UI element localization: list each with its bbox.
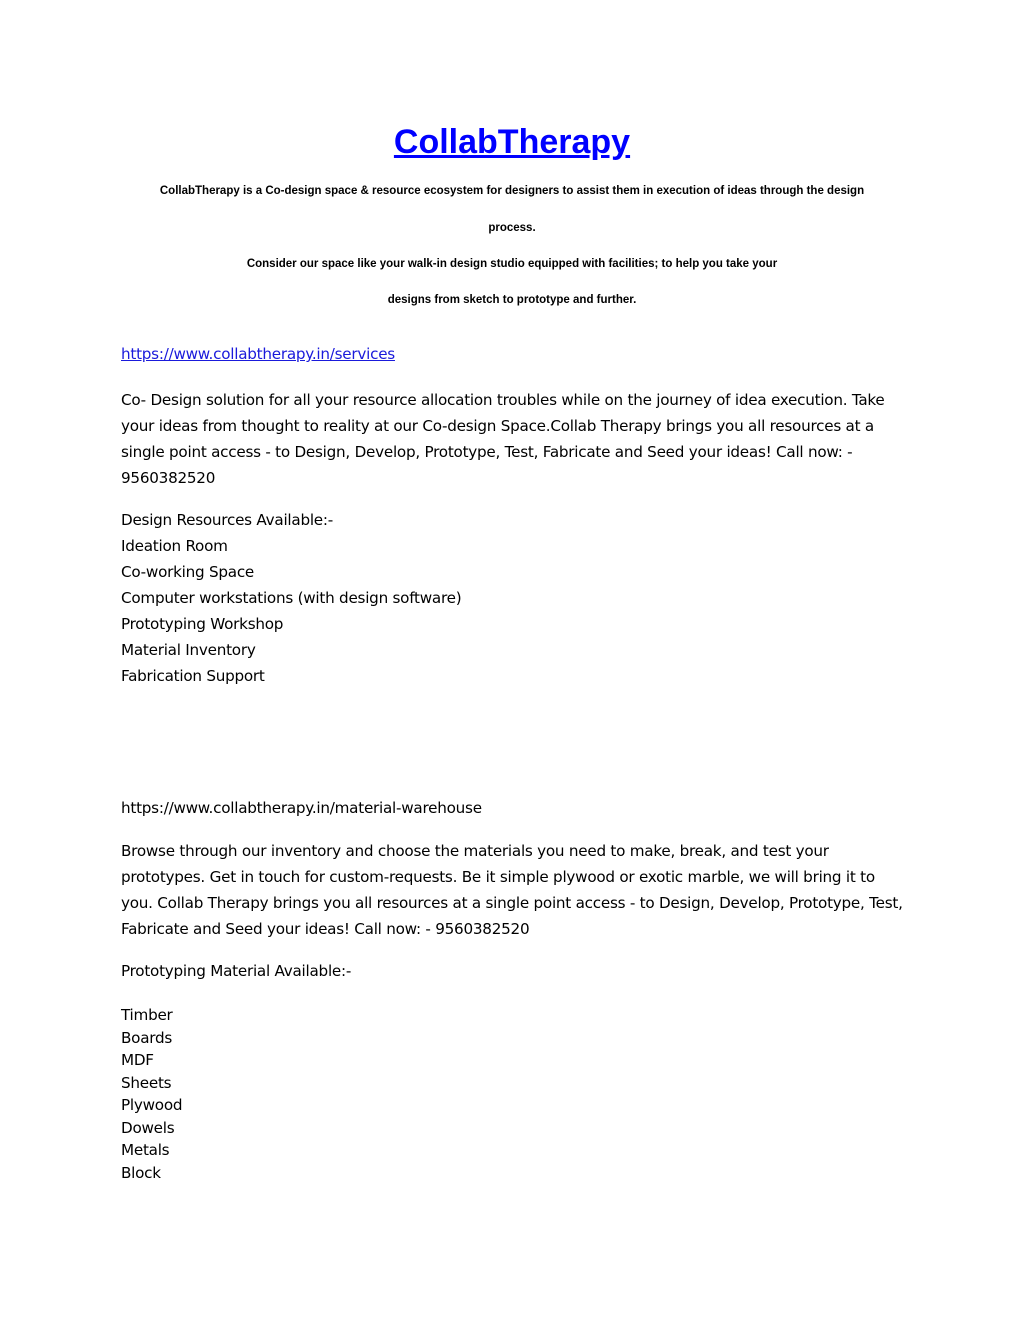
warehouse-url: https://www.collabtherapy.in/material-warehouse <box>121 799 482 817</box>
intro-line-1: CollabTherapy is a Co-design space & resource ecosystem for designers to assist them in execution of ideas through the design <box>159 185 865 197</box>
design-resources-section <box>121 507 911 689</box>
list-item: Plywood <box>121 1096 183 1114</box>
list-item: Material Inventory <box>121 641 256 659</box>
list-item: Timber <box>121 1006 173 1024</box>
services-link[interactable]: https://www.collabtherapy.in/services <box>121 345 395 363</box>
design-resources-list <box>121 533 911 689</box>
design-resources-heading: Design Resources Available:- <box>121 511 333 529</box>
services-paragraph: Co- Design solution for all your resource allocation troubles while on the journey of idea execution. Take your ideas from thought to reality at our Co-design Space.Collab Therapy brings you all resources at a single point access - to Design, Develop, Prototype, Test, Fabricate and Seed your ideas! Call now: - 9560382520 <box>121 391 885 487</box>
list-item: Prototyping Workshop <box>121 615 284 633</box>
materials-section <box>121 1004 911 1184</box>
materials-heading: Prototyping Material Available:- <box>121 962 352 980</box>
list-item: MDF <box>121 1051 154 1069</box>
list-item: Metals <box>121 1141 170 1159</box>
list-item: Fabrication Support <box>121 667 265 685</box>
list-item: Block <box>121 1163 161 1182</box>
intro-line-2: process. <box>488 222 536 234</box>
list-item: Boards <box>121 1028 173 1047</box>
list-item: Ideation Room <box>121 537 228 555</box>
page-title-link[interactable]: CollabTherapy <box>393 123 631 161</box>
services-link-block <box>121 341 911 367</box>
intro-line-3: Consider our space like your walk-in design studio equipped with facilities; to help you take your <box>246 258 778 270</box>
list-item: Sheets <box>121 1073 172 1092</box>
list-item: Dowels <box>121 1118 175 1137</box>
warehouse-paragraph: Browse through our inventory and choose the materials you need to make, break, and test your prototypes. Get in touch for custom-requests. Be it simple plywood or exotic marble, we will bring it to you. Collab Therapy brings you all resources at a single point access - to Design, Develop, Prototype, Test, Fabricate and Seed your ideas! Call now: - 9560382520 <box>121 842 903 938</box>
list-item: Co-working Space <box>121 563 255 581</box>
list-item: Computer workstations (with design software) <box>121 589 462 607</box>
materials-list <box>121 1004 911 1184</box>
intro-line-4: designs from sketch to prototype and further. <box>387 294 637 306</box>
